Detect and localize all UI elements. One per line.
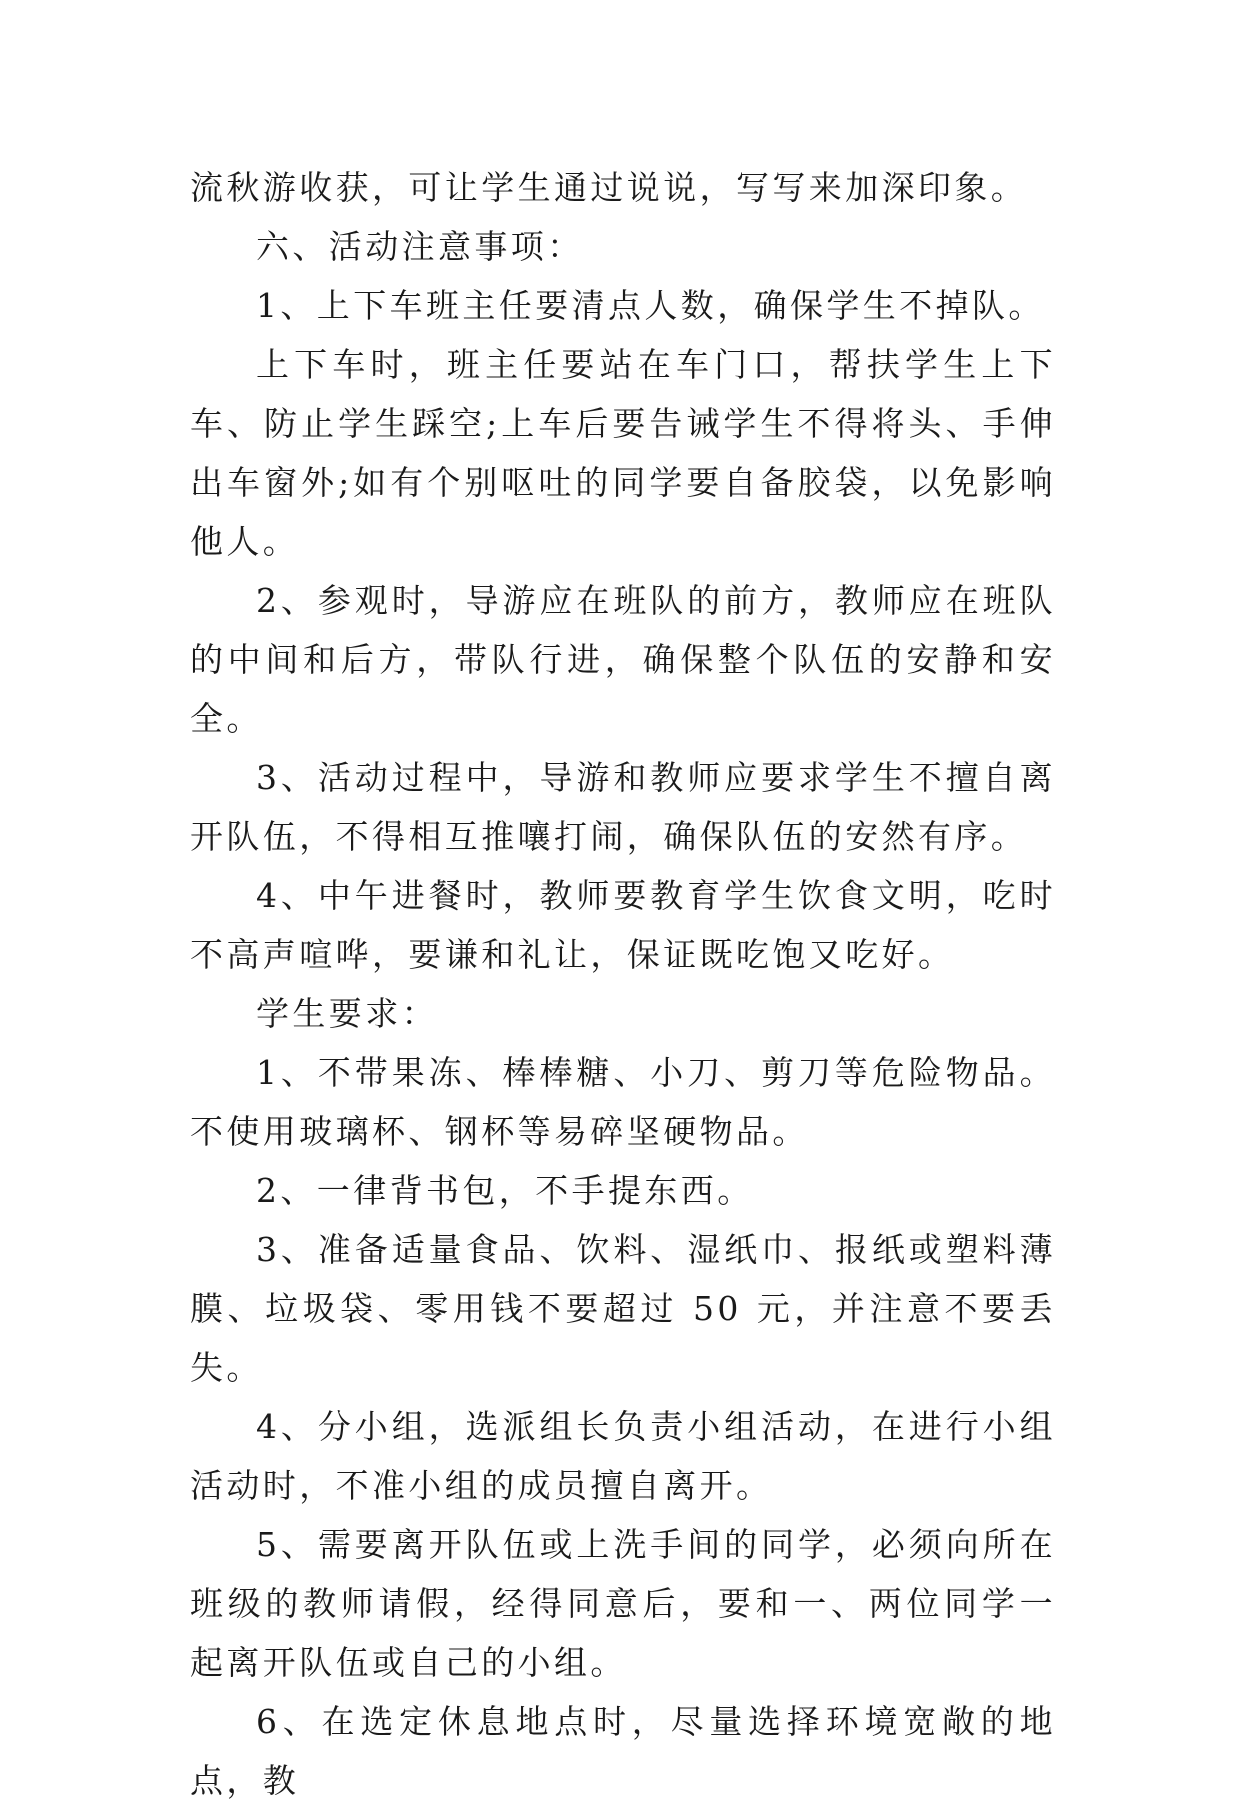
paragraph-boarding-details: 上下车时，班主任要站在车门口，帮扶学生上下车、防止学生踩空;上车后要告诫学生不得将头、手伸出车窗外;如有个别呕吐的同学要自备胶袋，以免影响他人。 (190, 345, 1056, 561)
paragraph-requirement-1: 1、不带果冻、棒棒糖、小刀、剪刀等危险物品。不使用玻璃杯、钢杯等易碎坚硬物品。 (190, 1053, 1056, 1151)
document-body (190, 158, 1056, 1810)
paragraph-requirement-4: 4、分小组，选派组长负责小组活动，在进行小组活动时，不准小组的成员擅自离开。 (190, 1407, 1056, 1505)
section-heading-activity-notes: 六、活动注意事项： (256, 227, 584, 266)
paragraph-requirement-6: 6、在选定休息地点时，尽量选择环境宽敞的地点，教 (190, 1702, 1056, 1800)
paragraph-note-1: 1、上下车班主任要清点人数，确保学生不掉队。 (256, 286, 1045, 325)
paragraph-note-2: 2、参观时，导游应在班队的前方，教师应在班队的中间和后方，带队行进，确保整个队伍的安静和安全。 (190, 581, 1056, 738)
paragraph-continuation: 流秋游收获，可让学生通过说说，写写来加深印象。 (190, 168, 1028, 207)
paragraph-note-3: 3、活动过程中，导游和教师应要求学生不擅自离开队伍，不得相互推嚷打闹，确保队伍的安然有序。 (190, 758, 1056, 856)
paragraph-requirement-5: 5、需要离开队伍或上洗手间的同学，必须向所在班级的教师请假，经得同意后，要和一、两位同学一起离开队伍或自己的小组。 (190, 1525, 1056, 1682)
paragraph-note-4: 4、中午进餐时，教师要教育学生饮食文明，吃时不高声喧哗，要谦和礼让，保证既吃饱又吃好。 (190, 876, 1056, 974)
paragraph-requirement-3: 3、准备适量食品、饮料、湿纸巾、报纸或塑料薄膜、垃圾袋、零用钱不要超过 50 元，并注意不要丢失。 (190, 1230, 1056, 1387)
paragraph-requirement-2: 2、一律背书包，不手提东西。 (256, 1171, 754, 1210)
section-heading-student-requirements: 学生要求： (256, 994, 438, 1033)
